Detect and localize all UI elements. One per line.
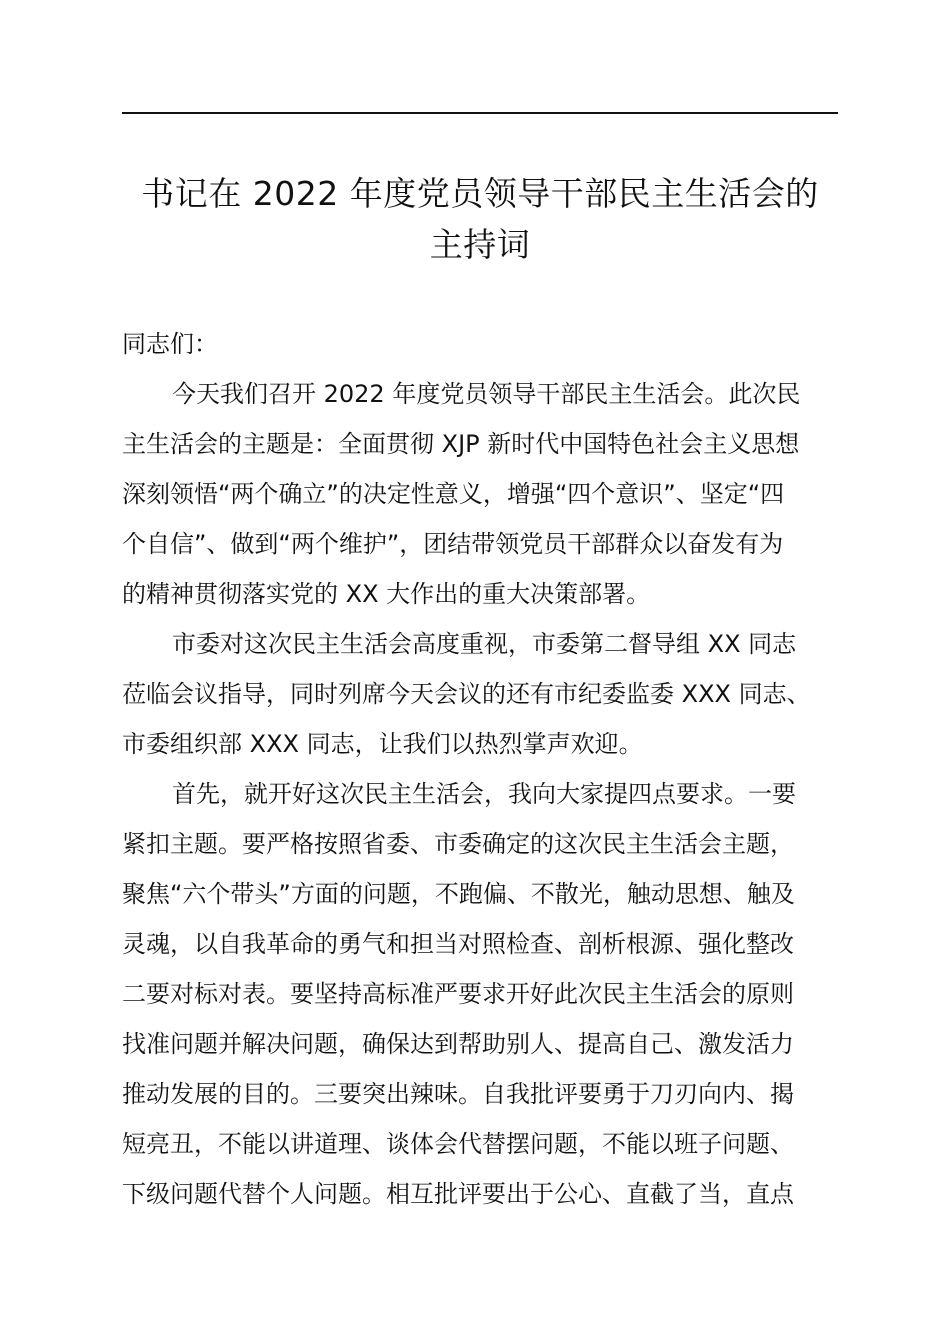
paragraph-line: 深刻领悟“两个确立”的决定性意义，增强“四个意识”、坚定“四	[122, 480, 785, 508]
paragraph-line: 市委组织部 XXX 同志，让我们以热烈掌声欢迎。	[122, 730, 643, 758]
paragraph-2	[122, 619, 838, 769]
paragraph-line: 莅临会议指导，同时列席今天会议的还有市纪委监委 XXX 同志、	[122, 680, 811, 708]
paragraph-line: 市委对这次民主生活会高度重视，市委第二督导组 XX 同志	[172, 630, 797, 658]
document-title	[122, 168, 838, 270]
title-line-1: 书记在 2022 年度党员领导干部民主生活会的	[141, 174, 819, 213]
paragraph-line: 灵魂，以自我革命的勇气和担当对照检查、剖析根源、强化整改	[122, 930, 794, 958]
title-line-2: 主持词	[429, 225, 531, 264]
paragraph-line: 的精神贯彻落实党的 XX 大作出的重大决策部署。	[122, 580, 651, 608]
paragraph-line: 个自信”、做到“两个维护”，团结带领党员干部群众以奋发有为	[122, 530, 784, 558]
paragraph-line: 紧扣主题。要严格按照省委、市委确定的这次民主生活会主题，	[122, 830, 794, 858]
salutation: 同志们：	[122, 330, 218, 358]
paragraph-line: 推动发展的目的。三要突出辣味。自我批评要勇于刀刃向内、揭	[122, 1080, 794, 1108]
paragraph-1	[122, 369, 838, 619]
paragraph-line: 短亮丑，不能以讲道理、谈体会代替摆问题，不能以班子问题、	[122, 1130, 794, 1158]
paragraph-line: 聚焦“六个带头”方面的问题，不跑偏、不散光，触动思想、触及	[122, 880, 795, 908]
document-body	[122, 319, 838, 1219]
paragraph-line: 下级问题代替个人问题。相互批评要出于公心、直截了当，直点	[122, 1180, 794, 1208]
paragraph-line: 找准问题并解决问题，确保达到帮助别人、提高自己、激发活力	[122, 1030, 794, 1058]
paragraph-3	[122, 769, 838, 1219]
header-rule	[122, 112, 838, 114]
paragraph-line: 首先，就开好这次民主生活会，我向大家提四点要求。一要	[172, 780, 796, 808]
paragraph-line: 二要对标对表。要坚持高标准严要求开好此次民主生活会的原则	[122, 980, 794, 1008]
paragraph-line: 今天我们召开 2022 年度党员领导干部民主生活会。此次民	[172, 380, 801, 408]
paragraph-line: 主生活会的主题是：全面贯彻 XJP 新时代中国特色社会主义思想	[122, 430, 800, 458]
